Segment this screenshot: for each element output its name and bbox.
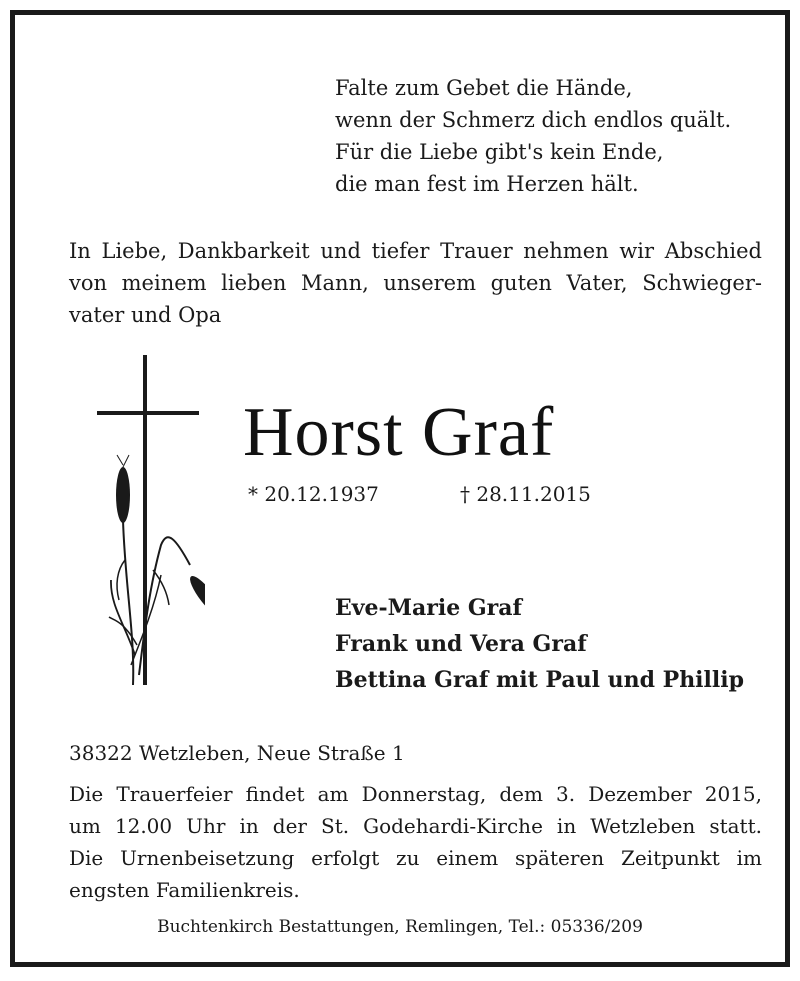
family-list: [335, 590, 744, 698]
service-text: [69, 778, 762, 906]
service-line: Die Urnenbeisetzung erfolgt zu einem späteren Zeitpunkt im: [69, 846, 762, 870]
intro-line: In Liebe, Dankbarkeit und tiefer Trauer nehmen wir Abschied: [69, 239, 762, 263]
cross-with-wheat-icon: [95, 355, 205, 695]
family-member: Eve-Marie Graf: [335, 595, 522, 621]
intro-line: von meinem lieben Mann, unserem guten Vater, Schwieger-: [69, 271, 762, 295]
poem-line: Für die Liebe gibt's kein Ende,: [335, 140, 664, 164]
family-member: Frank und Vera Graf: [335, 631, 587, 657]
service-line: um 12.00 Uhr in der St. Godehardi-Kirche in Wetzleben statt.: [69, 814, 762, 838]
intro-line: vater und Opa: [69, 303, 222, 327]
obituary-frame: [10, 10, 790, 967]
address: 38322 Wetzleben, Neue Straße 1: [69, 741, 405, 765]
funeral-home-footer: Buchtenkirch Bestattungen, Remlingen, Tel.: 05336/209: [157, 917, 643, 937]
intro-text: [69, 235, 762, 331]
family-member: Bettina Graf mit Paul und Phillip: [335, 667, 744, 693]
poem-line: wenn der Schmerz dich endlos quält.: [335, 108, 732, 132]
death-date: † 28.11.2015: [460, 482, 591, 506]
poem-line: die man fest im Herzen hält.: [335, 172, 639, 196]
poem-line: Falte zum Gebet die Hände,: [335, 76, 633, 100]
birth-date: * 20.12.1937: [248, 482, 379, 506]
poem: [335, 72, 731, 200]
deceased-name: Horst Graf: [243, 394, 555, 471]
service-line: engsten Familienkreis.: [69, 878, 300, 902]
service-line: Die Trauerfeier findet am Donnerstag, dem 3. Dezember 2015,: [69, 782, 762, 806]
